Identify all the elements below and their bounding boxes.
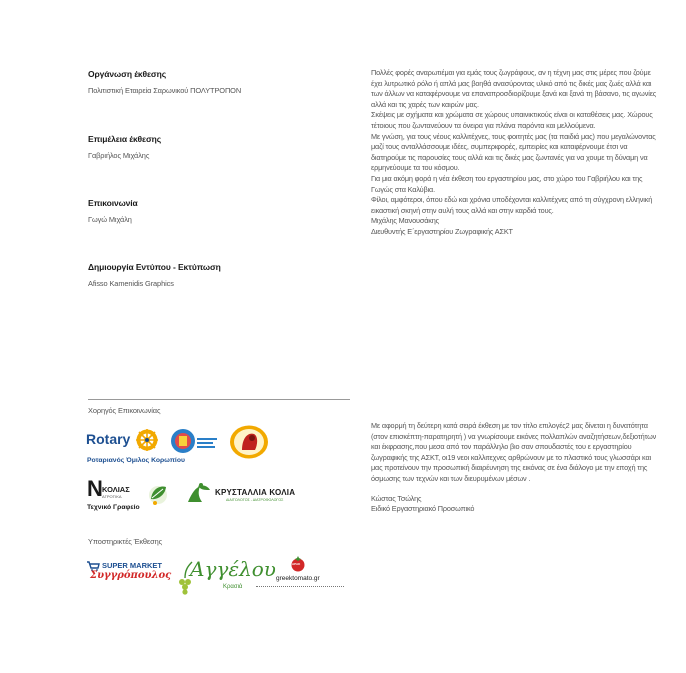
- section-divider: [88, 399, 350, 400]
- rotary-caption: Ροταριανός Όμιλος Κορωπίου: [87, 457, 185, 464]
- essay-paragraph: Πολλές φορές αναρωτιέμαι για εμάς τους ζωγράφους, αν η τέχνη μας στις μέρες που ζούμε έχει λυτρωτικό ρόλο ή απλά μας βοηθά ανασύροντας υλικό από τις δικές μας ζωές αλλά και των άλλων να καταφέρνουμε να επαναπροσδιορίζουμε ξανά και ξανά τη βάσανο, τις αγωνίες αλλά και τις χαρές των καιρών μας.: [371, 68, 657, 109]
- kolias-sub: ΑΓΡΟΤΙΚΑ: [102, 494, 122, 499]
- supermarket-label: SUPER MARKET: [102, 561, 163, 570]
- credit-title-organization: Οργάνωση έκθεσης: [88, 69, 167, 79]
- essay-author-role: Διευθυντής Ε΄εργαστηρίου Ζωγραφικής ΑΣΚΤ: [371, 226, 513, 236]
- rotary-wheel-icon: [135, 428, 159, 452]
- supermarket-name: Συγγρόπουλος: [90, 570, 172, 581]
- essay-paragraph: Σκέψεις με σχήματα και χρώματα σε χώρους υπαινικτικούς είναι οι καταθέσεις μας. Χώρους τέτοιους που ζωντανεύουν τα όνειρα για πλάνα παρόντα και μελλούμενα.: [371, 110, 653, 130]
- essay-paragraph: Για μια ακόμη φορά η νέα έκθεση του εργαστηρίου μας, στο χώρο του Γαβριήλου και της Γωγώς στα Καλύβια.: [371, 173, 643, 194]
- greektomato-name: greektomato.gr: [276, 575, 320, 582]
- essay-author-role: Ειδικό Εργαστηριακό Προσωπικό: [371, 504, 475, 514]
- credit-title-print: Δημιουργία Εντύπου - Εκτύπωση: [88, 262, 221, 272]
- essay-tsolis: [371, 421, 663, 515]
- essay-manousakis: [371, 68, 663, 238]
- kolias-caption: Τεχνικό Γραφείο: [87, 504, 140, 511]
- krystallia-sub: ΔΙΑΙΤΟΛΟΓΟΣ - ΔΙΑΤΡΟΦΟΛΟΓΟΣ: [226, 498, 284, 502]
- credit-value-organization: Πολιτιστική Εταιρεία Σαρωνικού ΠΟΛΥΤΡΟΠΟΝ: [88, 86, 242, 95]
- supporters-heading: Υποστηρικτές Έκθεσης: [88, 537, 163, 546]
- kolias-name: ΚΟΛΙΑΣ: [102, 485, 130, 494]
- kolias-logo: [87, 476, 147, 502]
- greektomato-tagline-line: [256, 586, 344, 587]
- angelou-sub: Κρασιά: [223, 584, 243, 590]
- essay-author: Μιχάλης Μανουσάκης: [371, 216, 440, 226]
- kolias-letter: N: [87, 476, 103, 501]
- credit-value-curation: Γαβριήλος Μιχάλης: [88, 151, 150, 160]
- krystallia-name: ΚΡΥΣΤΑΛΛΙΑ ΚΟΛΙΑ: [215, 488, 296, 497]
- credit-value-contact: Γωγώ Μιχάλη: [88, 215, 132, 224]
- essay-author: Κώστας Τσώλης: [371, 493, 422, 503]
- angelou-name: Αγγέλου: [190, 557, 276, 581]
- municipality-text-icon: [197, 436, 219, 450]
- krystallia-figure-icon: [186, 482, 212, 504]
- eco-leaf-icon: [146, 481, 170, 507]
- credit-title-curation: Επιμέλεια έκθεσης: [88, 134, 162, 144]
- credit-value-print: Afisso Kamenidis Graphics: [88, 279, 174, 288]
- essay-paragraph: Με αφορμή τη δεύτερη κατά σειρά έκθεση με τον τίτλο επιλογές2 μας δίνεται η δυνατότητα (στον επισκέπτη-παρατηρητή ) να γνωρίσουμε εικόνες πολλαπλών αναζητήσεων,δεξιοτήτων και έκφρασης,που μεσα από τον παράλληλο βιο σαν σπουδαστές του ε εργαστηρίου ζωγραφικής της ΑΣΚΤ, οι19 νεοι καλλιτεχνες αρθρώνουν με το πλαστικό τους γλωσσάρι και μας προτείνουν την προσωπική διαιρέυνηση της εικόνας σε ένα διάλογο με την εποχή της όσμωσης των τεχνών και των διευρυμένων μέσων .: [371, 421, 657, 483]
- association-seal-icon: [228, 424, 270, 460]
- credit-title-contact: Επικοινωνία: [88, 198, 138, 208]
- greektomato-badge: ΑΡΑΚ: [292, 562, 301, 566]
- rotary-wordmark: Rotary: [86, 431, 131, 447]
- municipality-emblem-icon: [169, 427, 197, 455]
- sponsors-heading: Χορηγός Επικοινωνίας: [88, 406, 161, 415]
- essay-paragraph: Με γνώση, για τους νέους καλλιτέχνες, τους φοιτητές μας (τα παιδιά μας) που μεγαλώνοντας μαζί τους ανταλλάσσουμε ιδέες, συμπεριφορές, εμπειρίες και καταφέρνουμε έτσι να διατηρούμε τις παρουσίες τους αλλά και τις δικές μας ζωντανές για να χουμε τη δύναμη να ερμηνεύουμε τα του κόσμου.: [371, 131, 656, 173]
- essay-paragraph: Φίλοι, αμφότεροι, όπου εδώ και χρόνια υποδέχονται καλλιτέχνες από τη σύγχρονη ελληνική εικαστική σκηνή στην αυλή τους αλλά και στην καρδιά τους.: [371, 195, 653, 215]
